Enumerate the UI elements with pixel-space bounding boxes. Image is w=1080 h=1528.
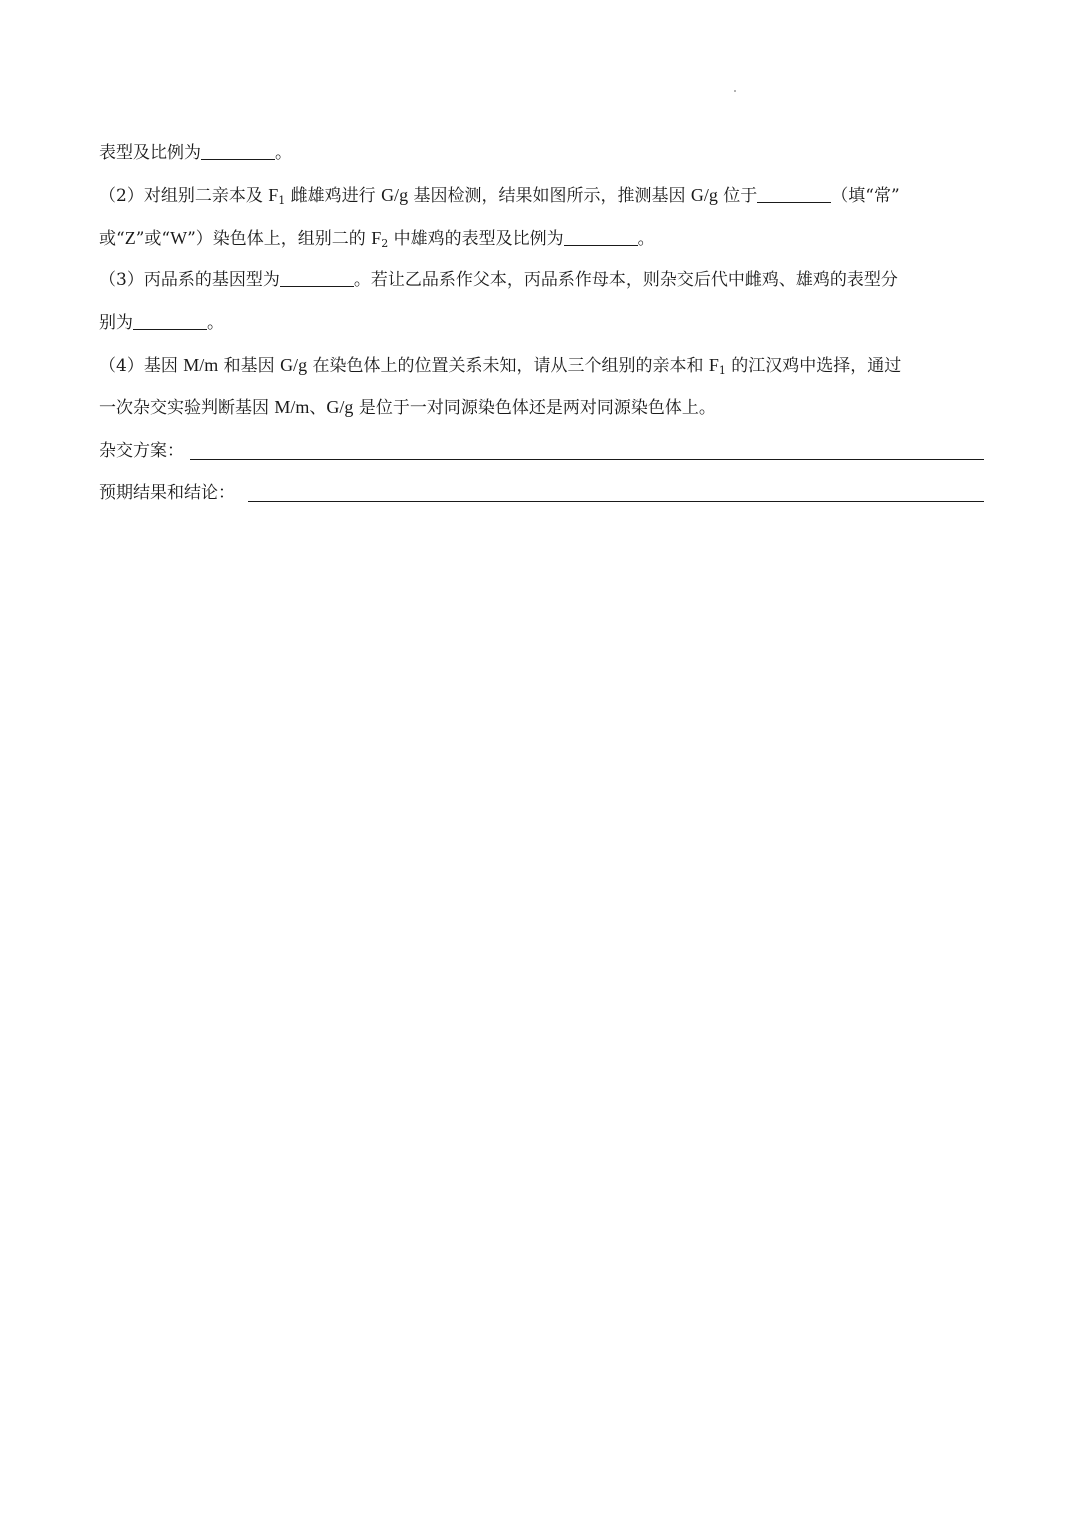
plan-answer-line[interactable] bbox=[190, 459, 984, 460]
q2-line-1 bbox=[99, 183, 985, 213]
result-answer-line[interactable] bbox=[248, 501, 984, 502]
q3-line-1: （3）丙品系的基因型为 。若让乙品系作父本，丙品系作母本，则杂交后代中雌鸡、雄鸡的表型分 bbox=[99, 270, 898, 290]
answer-blank[interactable] bbox=[133, 311, 207, 330]
q4-line-1: （4）基因 M/m 和基因 G/g 在染色体上的位置关系未知，请从三个组别的亲本和 $F_1$ 的江汉鸡中选择，通过 bbox=[99, 355, 902, 377]
stray-dot bbox=[734, 90, 736, 92]
q2-line-2: 或“Z”或“W”）染色体上，组别二的 $F_2$ 中雄鸡的表型及比例为 。 bbox=[99, 228, 655, 250]
answer-blank[interactable] bbox=[201, 141, 275, 160]
q4-line-2: 一次杂交实验判断基因 M/m、G/g 是位于一对同源染色体还是两对同源染色体上。 bbox=[99, 397, 716, 418]
q2-text-1: （2）对组别二亲本及 $F_1$ 雌雄鸡进行 G/g 基因检测，结果如图所示，推测基因 G/g 位于 （填“常” bbox=[99, 185, 900, 207]
q1-tail-text: 表型及比例为 bbox=[99, 143, 201, 163]
plan-label: 杂交方案： bbox=[99, 441, 184, 461]
q1-tail-line bbox=[99, 141, 985, 165]
answer-blank[interactable] bbox=[564, 227, 638, 246]
answer-blank[interactable] bbox=[757, 184, 831, 203]
result-label: 预期结果和结论： bbox=[99, 483, 235, 503]
q1-tail-end: 。 bbox=[275, 143, 292, 163]
answer-blank[interactable] bbox=[280, 268, 354, 287]
q3-line-2: 别为 。 bbox=[99, 313, 224, 333]
